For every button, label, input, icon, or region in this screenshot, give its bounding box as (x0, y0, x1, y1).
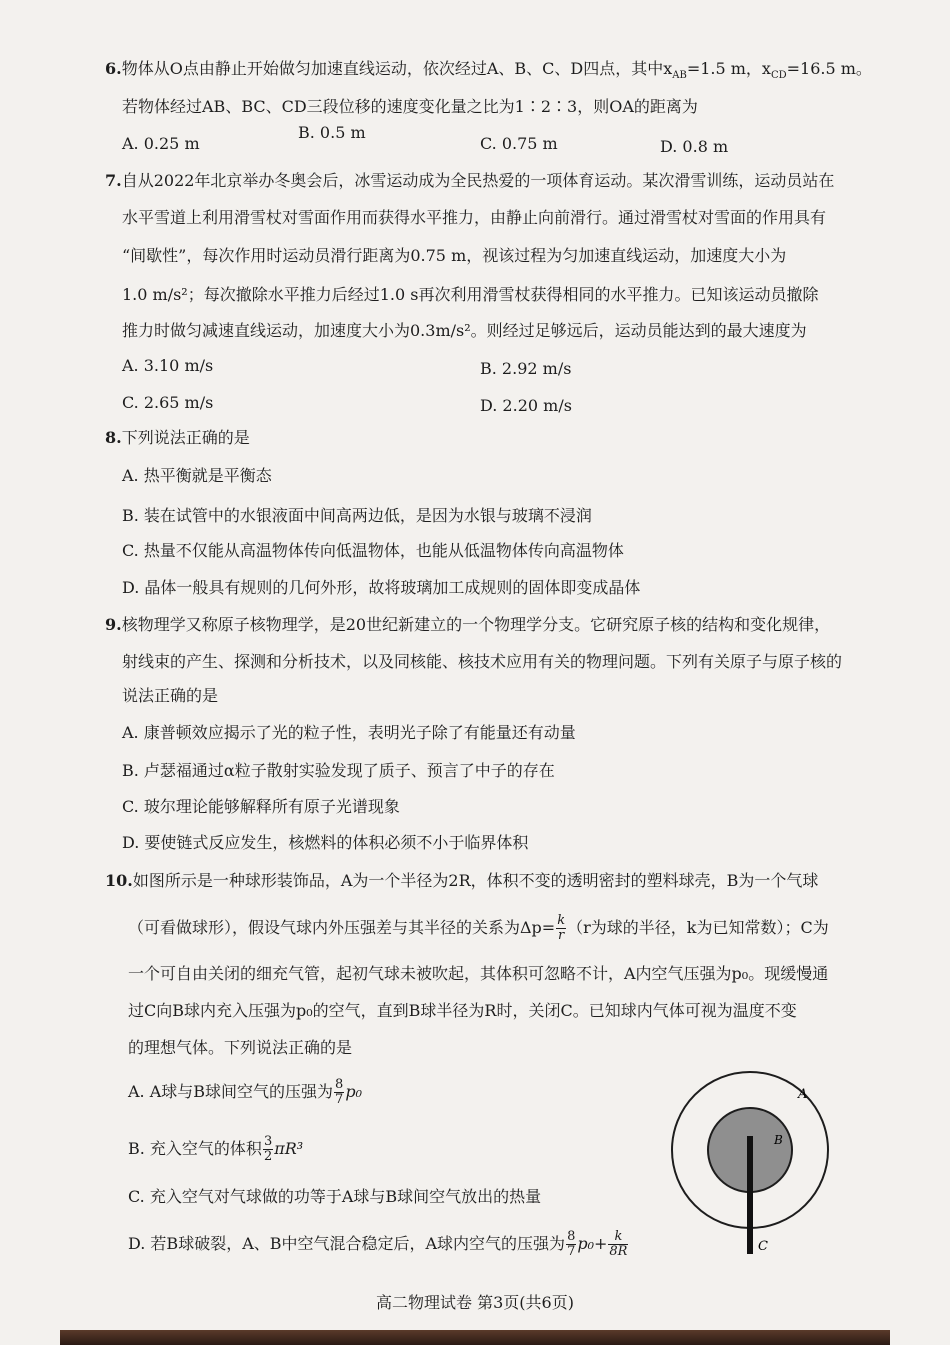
q7-option-a: A. 3.10 m/s (122, 356, 214, 375)
q8-option-b: B. 装在试管中的水银液面中间高两边低，是因为水银与玻璃不浸润 (122, 506, 592, 525)
fraction-k-over-r: $\frac{k}{r}$ (557, 913, 566, 943)
q7-line-5: 推力时做匀减速直线运动，加速度大小为0.3m/s²。则经过足够远后，运动员能达到的最大速度为 (122, 321, 807, 340)
q7-line-4: 1.0 m/s²；每次撤除水平推力后经过1.0 s再次利用滑雪杖获得相同的水平推力。已知该运动员撤除 (122, 285, 819, 304)
q7-line-1: 7.自从2022年北京举办冬奥会后，冰雪运动成为全民热爱的一项体育运动。某次滑雪训练，运动员站在 (105, 171, 835, 190)
q9-option-a: A. 康普顿效应揭示了光的粒子性，表明光子除了有能量还有动量 (122, 723, 576, 742)
q10-option-a: A. A球与B球间空气的压强为 $\frac{8}{7}$ p₀ (128, 1077, 362, 1107)
q6-line-2: 若物体经过AB、BC、CD三段位移的速度变化量之比为1∶2∶3，则OA的距离为 (122, 97, 698, 116)
q6-option-c: C. 0.75 m (480, 134, 558, 153)
q6-line-1: 6.物体从O点由静止开始做匀加速直线运动，依次经过A、B、C、D四点，其中$x_{AB}=1.5$ m，$x_{CD}=16.5$ m。 (105, 59, 872, 82)
q6-number: 6. (105, 59, 122, 78)
label-c: C (758, 1239, 768, 1254)
q8-stem: 8.下列说法正确的是 (105, 428, 250, 447)
q10-option-b: B. 充入空气的体积 $\frac{3}{2}$ πR³ (128, 1134, 304, 1164)
q7-line-3: “间歇性”，每次作用时运动员滑行距离为0.75 m，视该过程为匀加速直线运动，加速度大小为 (122, 246, 787, 265)
q6-option-a: A. 0.25 m (122, 134, 200, 153)
scan-edge (60, 1330, 890, 1345)
q8-option-c: C. 热量不仅能从高温物体传向低温物体，也能从低温物体传向高温物体 (122, 541, 624, 560)
q10-line-1: 10.如图所示是一种球形装饰品，A为一个半径为2R，体积不变的透明密封的塑料球壳，B为一个气球 (105, 871, 819, 890)
tube-c (747, 1136, 753, 1254)
q10-line-2: （可看做球形），假设气球内外压强差与其半径的关系为Δp= $\frac{k}{r}$ （r为球的半径，k为已知常数）；C为 (128, 913, 829, 943)
q7-option-b: B. 2.92 m/s (480, 359, 572, 378)
q9-option-c: C. 玻尔理论能够解释所有原子光谱现象 (122, 797, 400, 816)
q7-option-c: C. 2.65 m/s (122, 393, 214, 412)
q7-option-d: D. 2.20 m/s (480, 396, 572, 415)
q9-option-d: D. 要使链式反应发生，核燃料的体积必须不小于临界体积 (122, 833, 529, 852)
q10-line-4: 过C向B球内充入压强为p₀的空气，直到B球半径为R时，关闭C。已知球内气体可视为温度不变 (128, 1001, 797, 1020)
page-footer: 高二物理试卷 第3页(共6页) (376, 1293, 574, 1312)
q10-option-c: C. 充入空气对气球做的功等于A球与B球间空气放出的热量 (128, 1187, 542, 1206)
q9-option-b: B. 卢瑟福通过α粒子散射实验发现了质子、预言了中子的存在 (122, 761, 555, 780)
label-b: B (774, 1133, 783, 1147)
q9-line-3: 说法正确的是 (122, 686, 219, 705)
q7-line-2: 水平雪道上利用滑雪杖对雪面作用而获得水平推力，由静止向前滑行。通过滑雪杖对雪面的作用具有 (122, 208, 827, 227)
label-a: A (798, 1087, 808, 1102)
q8-option-a: A. 热平衡就是平衡态 (122, 466, 272, 485)
q6-option-b: B. 0.5 m (298, 123, 366, 142)
q10-line-3: 一个可自由关闭的细充气管，起初气球未被吹起，其体积可忽略不计，A内空气压强为p₀。现缓慢通 (128, 964, 829, 983)
q9-line-1: 9.核物理学又称原子核物理学，是20世纪新建立的一个物理学分支。它研究原子核的结构和变化规律， (105, 615, 831, 634)
q8-option-d: D. 晶体一般具有规则的几何外形，故将玻璃加工成规则的固体即变成晶体 (122, 578, 641, 597)
q10-option-d: D. 若B球破裂，A、B中空气混合稳定后，A球内空气的压强为 $\frac{8}{7}$ p₀+ $\frac{k}{8R}$ (128, 1229, 628, 1259)
sphere-figure (660, 1060, 870, 1270)
q9-line-2: 射线束的产生、探测和分析技术，以及同核能、核技术应用有关的物理问题。下列有关原子与原子核的 (122, 652, 843, 671)
q6-option-d: D. 0.8 m (660, 137, 729, 156)
q10-line-5: 的理想气体。下列说法正确的是 (128, 1038, 353, 1057)
